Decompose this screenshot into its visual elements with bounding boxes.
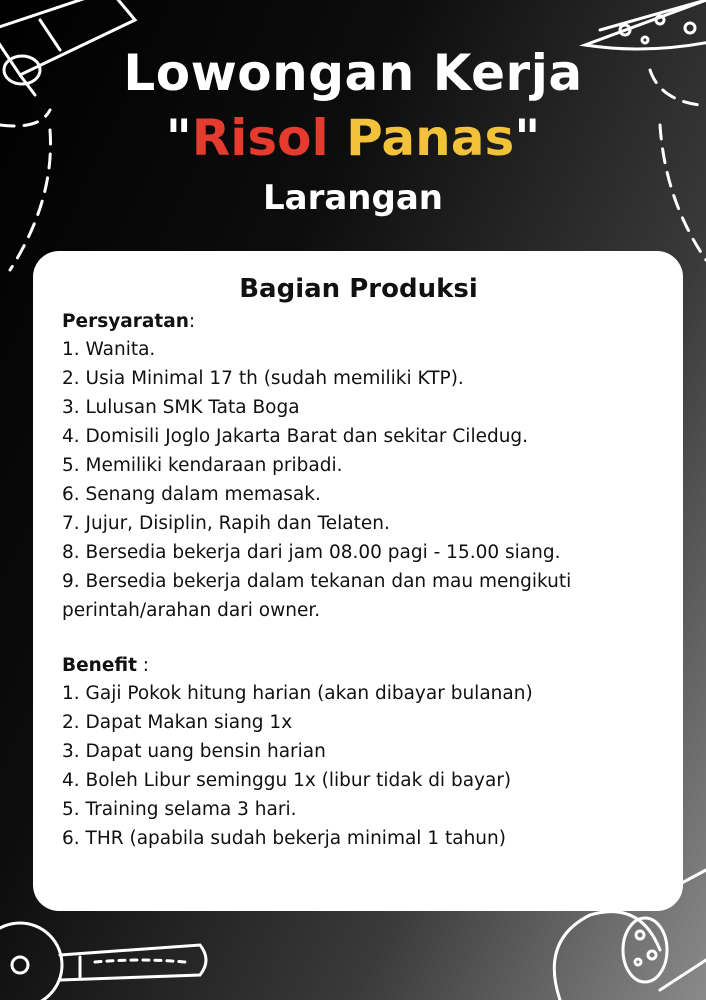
benefit-item: 5. Training selama 3 hari. [62,799,297,820]
brand-word-risol: Risol [191,109,329,167]
requirement-item: 7. Jujur, Disiplin, Rapih dan Telaten. [62,513,390,534]
brand-quote-open: " [165,109,192,167]
benefit-item: 6. THR (apabila sudah bekerja minimal 1 tahun) [62,828,506,849]
requirement-item: 8. Bersedia bekerja dari jam 08.00 pagi - 15.00 siang. [62,542,561,563]
benefit-item: 2. Dapat Makan siang 1x [62,712,293,733]
brand-name [0,106,706,170]
brand-quote-close: " [514,109,541,167]
requirement-item: 3. Lulusan SMK Tata Boga [62,397,300,418]
requirements-heading-label: Persyaratan [62,311,189,332]
card-title: Bagian Produksi [239,274,478,304]
pizza-cutter-icon [0,923,206,1000]
benefit-item: 1. Gaji Pokok hitung harian (akan dibayar bulanan) [62,683,533,704]
page-header [0,40,706,224]
requirement-item: 9. Bersedia bekerja dalam tekanan dan mau mengikuti perintah/arahan dari owner. [62,571,572,621]
brand-word-panas: Panas [346,109,515,167]
requirement-item: 5. Memiliki kendaraan pribadi. [62,455,343,476]
requirements-heading-colon: : [188,311,196,332]
location-label: Larangan [262,178,443,218]
requirement-item: 2. Usia Minimal 17 th (sudah memiliki KTP). [62,368,464,389]
benefits-heading-label: Benefit [62,655,137,676]
benefits-heading-colon: : [136,655,150,676]
requirement-item: 6. Senang dalam memasak. [62,484,321,505]
page-title: Lowongan Kerja [123,44,583,102]
benefit-item: 3. Dapat uang bensin harian [62,741,326,762]
requirement-item: 4. Domisili Joglo Jakarta Barat dan sekitar Ciledug. [62,426,529,447]
requirement-item: 1. Wanita. [62,339,156,360]
requirements-heading [62,309,655,335]
benefits-heading [62,653,655,679]
job-details-card [33,251,683,911]
benefit-item: 4. Boleh Libur seminggu 1x (libur tidak di bayar) [62,770,512,791]
section-spacer [62,625,655,653]
